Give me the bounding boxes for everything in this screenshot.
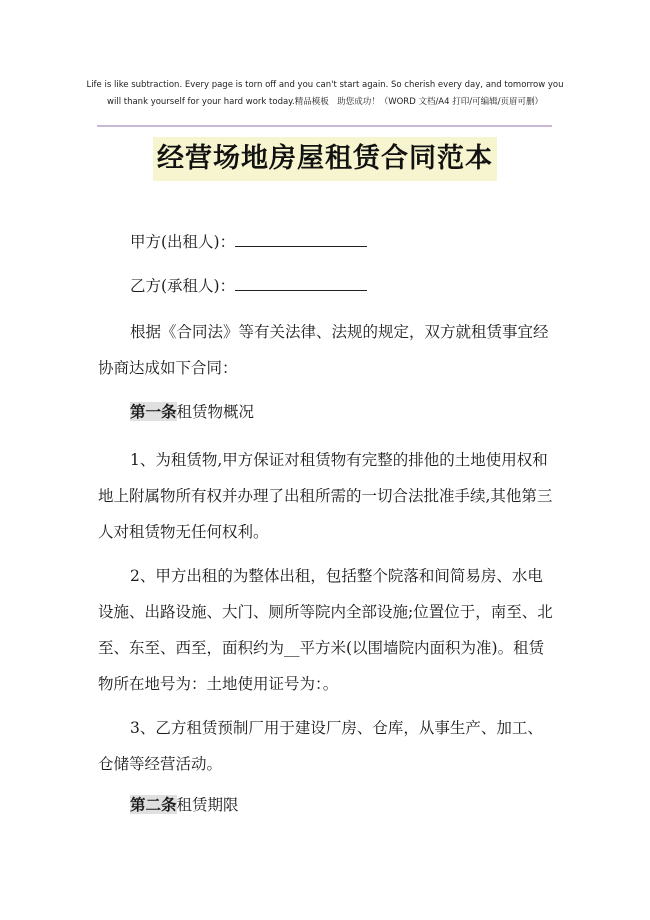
party-a-label: 甲方(出租人)： xyxy=(130,233,236,251)
party-a-line xyxy=(98,224,558,260)
header-line-2: will thank yourself for your hard work today.精品模板 助您成功！（WORD 文档/A4 打印/可编辑/页眉可删） xyxy=(107,97,543,107)
article-2-heading xyxy=(98,787,558,823)
article-2-label: 第二条 xyxy=(130,795,177,814)
party-b-label: 乙方(承租人)： xyxy=(130,277,236,295)
article-1-title: 租赁物概况 xyxy=(176,403,255,421)
header-line-1: Life is like subtraction. Every page is torn off and you can't start again. So cherish every day, and tomorrow you xyxy=(86,80,564,90)
article-2-title: 租赁期限 xyxy=(176,796,239,814)
party-b-blank[interactable] xyxy=(235,276,367,291)
article-1-item-3: 3、乙方租赁预制厂用于建设厂房、仓库，从事生产、加工、仓储等经营活动。 xyxy=(98,719,543,773)
party-b-line xyxy=(98,268,558,304)
document-title: 经营场地房屋租赁合同范本 xyxy=(153,137,497,181)
article-1-item-1: 1、为租赁物,甲方保证对租赁物有完整的排他的土地使用权和地上附属物所有权并办理了出租所需的一切合法批准手续,其他第三人对租赁物无任何权利。 xyxy=(98,451,553,541)
page-header xyxy=(60,77,590,111)
article-1-heading xyxy=(98,394,558,430)
title-container xyxy=(0,137,650,181)
header-divider xyxy=(97,125,552,127)
article-1-item-2: 2、甲方出租的为整体出租，包括整个院落和间简易房、水电设施、出路设施、大门、厕所等院内全部设施;位置位于，南至、北至、东至、西至，面积约为__平方米(以围墙院内面积为准)。租赁物所在地号为：土地使用证号为：。 xyxy=(98,567,553,693)
article-1-label: 第一条 xyxy=(130,402,177,421)
party-a-blank[interactable] xyxy=(235,232,367,247)
intro-paragraph: 根据《合同法》等有关法律、法规的规定，双方就租赁事宜经协商达成如下合同： xyxy=(98,323,549,377)
